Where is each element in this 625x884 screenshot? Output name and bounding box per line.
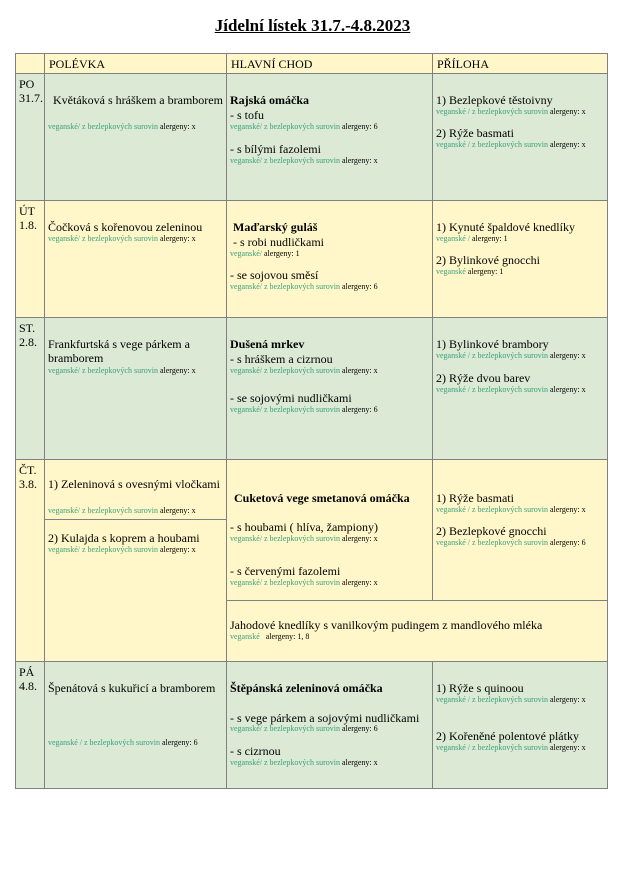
main-variant: - s vege párkem a sojovými nudličkami (230, 711, 420, 725)
side-dish: 2) Bylinkové gnocchi (436, 253, 540, 267)
soup-name: Frankfurtská s vege párkem a bramborem (48, 337, 190, 365)
day-label: ČT. (19, 463, 37, 477)
main-variant: - s cizrnou (230, 744, 281, 758)
diet-tag: veganské / z bezlepkových surovin (436, 140, 548, 149)
main-variant: - s houbami ( hlíva, žampiony) (230, 520, 378, 534)
main-cell-ct (226, 459, 433, 601)
allergen-tag: alergeny: x (341, 578, 378, 587)
soup-name: Čočková s kořenovou zeleninou (48, 220, 203, 234)
diet-tag: veganské / z bezlepkových surovin (436, 351, 548, 360)
day-label: ÚT (19, 204, 35, 218)
allergen-tag: alergeny: x (159, 366, 196, 375)
diet-tag: veganské/ z bezlepkových surovin (230, 156, 340, 165)
allergen-tag: alergeny: x (549, 505, 586, 514)
diet-tag: veganské/ z bezlepkových surovin (230, 122, 340, 131)
side-cell-st (432, 317, 608, 460)
allergen-line (227, 724, 432, 734)
day-label: PO (19, 77, 35, 91)
allergen-tag: alergeny: 1, 8 (265, 632, 310, 641)
day-cell-ct (15, 459, 45, 662)
diet-tag: veganské/ z bezlepkových surovin (230, 758, 340, 767)
diet-tag: veganské (436, 267, 466, 276)
allergen-tag: alergeny: 1 (264, 249, 300, 258)
soup-cell-ct-1 (44, 459, 227, 520)
main-title: Dušená mrkev (230, 337, 305, 351)
allergen-tag: alergeny: 6 (341, 724, 378, 733)
soup-cell-ut (44, 200, 227, 318)
allergen-tag: alergeny: x (159, 506, 196, 515)
main-variant: - se sojovou směsí (230, 268, 319, 282)
day-date: 2.8. (19, 335, 37, 349)
soup-name: Špenátová s kukuřicí a bramborem (48, 681, 216, 695)
allergen-line (227, 249, 432, 259)
allergen-line (433, 538, 607, 548)
allergen-line (227, 282, 432, 292)
soup-cell-ct-2 (44, 519, 227, 662)
side-dish: 1) Rýže basmati (436, 491, 514, 505)
allergen-line (433, 107, 607, 117)
diet-tag: veganské/ z bezlepkových surovin (230, 578, 340, 587)
main-title: Maďarský guláš (233, 220, 318, 234)
allergen-tag: alergeny: 6 (161, 738, 198, 747)
allergen-line (227, 578, 432, 588)
dessert-name: Jahodové knedlíky s vanilkovým pudingem z mandlového mléka (230, 618, 543, 632)
day-date: 4.8. (19, 679, 37, 693)
allergen-tag: alergeny: 6 (341, 405, 378, 414)
allergen-tag: alergeny: x (549, 695, 586, 704)
day-label: ST. (19, 321, 36, 335)
allergen-tag: alergeny: x (159, 234, 196, 243)
side-cell-po (432, 73, 608, 201)
main-variant: - s robi nudličkami (233, 235, 324, 249)
diet-tag: veganské/ z bezlepkových surovin (48, 122, 158, 131)
main-variant: - se sojovými nudličkami (230, 391, 352, 405)
day-cell-st (15, 317, 45, 460)
diet-tag: veganské/ z bezlepkových surovin (48, 545, 158, 554)
allergen-tag: alergeny: 6 (341, 122, 378, 131)
diet-tag: veganské/ z bezlepkových surovin (48, 234, 158, 243)
side-dish: 2) Bezlepkové gnocchi (436, 524, 547, 538)
main-title: Rajská omáčka (230, 93, 310, 107)
side-dish: 2) Rýže dvou barev (436, 371, 531, 385)
main-cell-pa (226, 661, 433, 789)
side-dish: 1) Kynuté špaldové knedlíky (436, 220, 575, 234)
diet-tag: veganské / (436, 234, 470, 243)
side-dish: 1) Bylinkové brambory (436, 337, 549, 351)
diet-tag: veganské/ z bezlepkových surovin (230, 534, 340, 543)
dessert-cell-ct (226, 600, 608, 662)
diet-tag: veganské / z bezlepkových surovin (436, 385, 548, 394)
allergen-tag: alergeny: 6 (549, 538, 586, 547)
diet-tag: veganské / z bezlepkových surovin (436, 107, 548, 116)
allergen-tag: alergeny: x (549, 107, 586, 116)
diet-tag: veganské/ z bezlepkových surovin (48, 506, 158, 515)
allergen-tag: alergeny: x (549, 385, 586, 394)
allergen-line (45, 545, 226, 555)
main-variant: - s bílými fazolemi (230, 142, 321, 156)
allergen-tag: alergeny: 1 (467, 267, 504, 276)
allergen-tag: alergeny: x (341, 534, 378, 543)
main-variant: - s hráškem a cizrnou (230, 352, 333, 366)
allergen-line (227, 122, 432, 132)
side-dish: 1) Rýže s quinoou (436, 681, 524, 695)
header-priloha: PŘÍLOHA (432, 53, 608, 74)
side-dish: 2) Rýže basmati (436, 126, 514, 140)
diet-tag: veganské / z bezlepkových surovin (48, 738, 160, 747)
diet-tag: veganské / z bezlepkových surovin (436, 505, 548, 514)
allergen-tag: alergeny: x (341, 366, 378, 375)
diet-tag: veganské/ z bezlepkových surovin (230, 282, 340, 291)
day-date: 1.8. (19, 218, 37, 232)
allergen-line (433, 351, 607, 361)
allergen-line (45, 506, 226, 516)
allergen-line (45, 738, 226, 748)
diet-tag: veganské/ z bezlepkových surovin (230, 724, 340, 733)
allergen-line (227, 534, 432, 544)
day-cell-pa (15, 661, 45, 789)
day-date: 31.7. (19, 91, 43, 105)
allergen-line (227, 632, 607, 642)
side-dish: 2) Kořeněné polentové plátky (436, 729, 579, 743)
allergen-tag: alergeny: x (549, 140, 586, 149)
main-title: Cuketová vege smetanová omáčka (234, 491, 410, 505)
main-title: Štěpánská zeleninová omáčka (230, 681, 383, 695)
allergen-tag: alergeny: 6 (341, 282, 378, 291)
diet-tag: veganské/ z bezlepkových surovin (230, 366, 340, 375)
allergen-tag: alergeny: x (549, 743, 586, 752)
side-cell-ct (432, 459, 608, 601)
main-variant: - s červenými fazolemi (230, 564, 341, 578)
side-cell-ut (432, 200, 608, 318)
day-cell-po (15, 73, 45, 201)
allergen-line (433, 385, 607, 395)
soup-cell-pa (44, 661, 227, 789)
soup-name: 1) Zeleninová s ovesnými vločkami (48, 477, 220, 491)
allergen-line (433, 140, 607, 150)
main-cell-po (226, 73, 433, 201)
allergen-tag: alergeny: 1 (472, 234, 508, 243)
main-variant: - s tofu (230, 108, 264, 122)
allergen-tag: alergeny: x (159, 545, 196, 554)
day-date: 3.8. (19, 477, 37, 491)
allergen-line (433, 743, 607, 753)
allergen-tag: alergeny: x (341, 156, 378, 165)
soup-cell-st (44, 317, 227, 460)
header-polevka: POLÉVKA (44, 53, 227, 74)
main-cell-st (226, 317, 433, 460)
day-label: PÁ (19, 665, 35, 679)
soup-cell-po (44, 73, 227, 201)
allergen-line (433, 267, 607, 277)
soup-name: 2) Kulajda s koprem a houbami (48, 531, 200, 545)
side-dish: 1) Bezlepkové těstoivny (436, 93, 553, 107)
allergen-line (227, 366, 432, 376)
soup-name: Květáková s hráškem a bramborem (53, 93, 223, 107)
header-hlavni-chod: HLAVNÍ CHOD (226, 53, 433, 74)
allergen-line (45, 122, 226, 132)
diet-tag: veganské/ z bezlepkových surovin (230, 405, 340, 414)
allergen-tag: alergeny: x (341, 758, 378, 767)
header-day-cell (15, 53, 45, 74)
diet-tag: veganské/ z bezlepkových surovin (48, 366, 158, 375)
allergen-line (433, 234, 607, 244)
allergen-tag: alergeny: x (549, 351, 586, 360)
diet-tag: veganské / z bezlepkových surovin (436, 743, 548, 752)
allergen-line (227, 405, 432, 415)
allergen-tag: alergeny: x (159, 122, 196, 131)
day-cell-ut (15, 200, 45, 318)
diet-tag: veganské (230, 632, 260, 641)
main-cell-ut (226, 200, 433, 318)
side-cell-pa (432, 661, 608, 789)
allergen-line (45, 234, 226, 244)
allergen-line (227, 156, 432, 166)
diet-tag: veganské/ (230, 249, 262, 258)
diet-tag: veganské / z bezlepkových surovin (436, 538, 548, 547)
allergen-line (433, 695, 607, 705)
allergen-line (433, 505, 607, 515)
diet-tag: veganské / z bezlepkových surovin (436, 695, 548, 704)
page-title: Jídelní lístek 31.7.-4.8.2023 (214, 16, 411, 35)
allergen-line (227, 758, 432, 768)
allergen-line (45, 366, 226, 376)
